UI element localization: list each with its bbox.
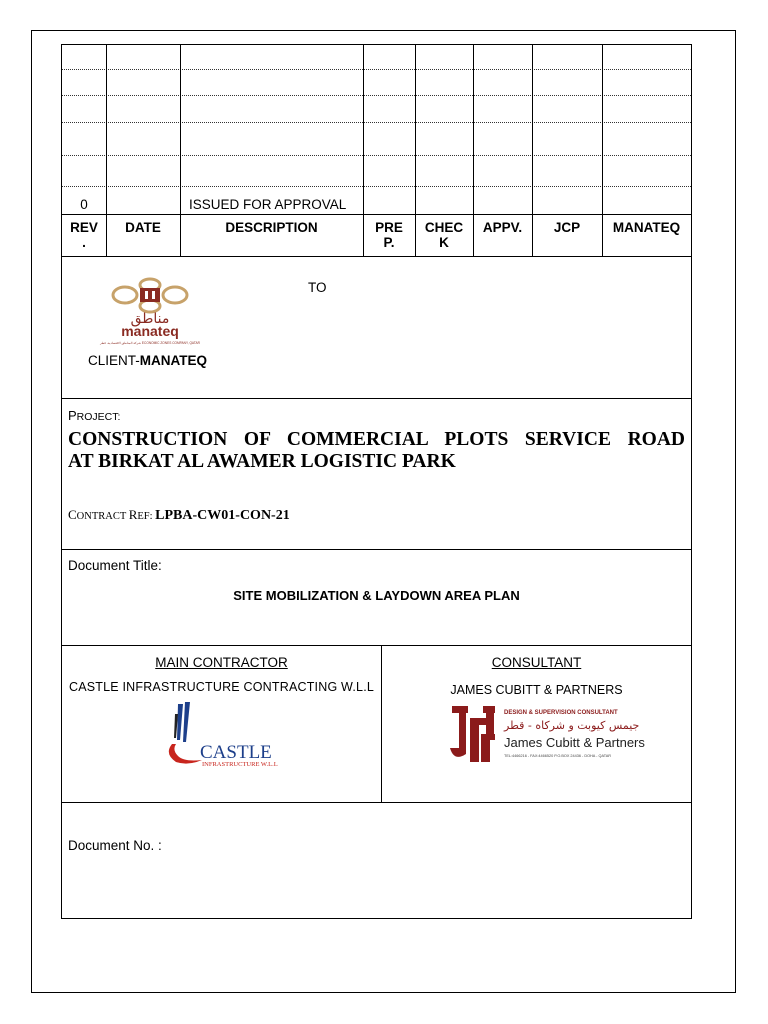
consultant-name: JAMES CUBITT & PARTNERS [450,683,623,697]
consultant-heading: CONSULTANT [491,655,582,670]
castle-logo-icon [162,700,284,770]
project-title-line1: CONSTRUCTION OF COMMERCIAL PLOTS SERVICE ROAD [68,429,685,450]
rev-cell: 0 [80,197,88,212]
svg-text:James Cubitt & Partners: James Cubitt & Partners [504,735,645,750]
project-title-line2: AT BIRKAT AL AWAMER LOGISTIC PARK [68,451,456,472]
svg-text:CASTLE: CASTLE [200,742,272,763]
prep-header-line2: P. [383,235,395,250]
prep-header [363,220,415,250]
main-contractor-name: CASTLE INFRASTRUCTURE CONTRACTING W.L.L [68,680,375,694]
date-header: DATE [125,220,161,235]
document-number-section [62,803,691,918]
manateq-emblem-icon [88,277,212,347]
castle-logo [162,700,284,770]
client-label [88,353,207,368]
rev-header [62,220,106,250]
client-name: MANATEQ [139,353,208,368]
svg-text:جيمس كيوبت و شركاه - قطر: جيمس كيوبت و شركاه - قطر [504,719,640,732]
document-number-label: Document No. : [68,838,162,853]
project-label-rest: ROJECT: [76,411,121,423]
contract-label-rest: ONTRACT [76,511,129,522]
document-title-label: Document Title: [68,558,162,573]
project-title [68,429,685,473]
project-section [62,399,691,549]
contract-label-initial: C [68,507,77,522]
description-cell: ISSUED FOR APPROVAL [189,197,347,212]
svg-text:manateq: manateq [121,323,179,339]
svg-text:INFRASTRUCTURE W.L.L: INFRASTRUCTURE W.L.L [202,761,278,768]
svg-text:TEL:4466216 - FAX:4466520 P.O.: TEL:4466216 - FAX:4466520 P.O.BOX 24436 - DOHA - QATAR [504,754,612,758]
consultant-section [382,646,691,802]
jcp-logo-icon [450,704,645,766]
document-title: SITE MOBILIZATION & LAYDOWN AREA PLAN [233,588,520,603]
james-cubitt-logo [450,704,645,766]
rev-header-line2: . [82,235,86,250]
title-sheet-frame [61,44,692,919]
to-label: TO [308,280,327,295]
svg-text:شركة المناطق الاقتصادية، قطر: شركة المناطق الاقتصادية، قطر ECONOMIC ZONES COMPANY, QATAR [100,341,200,345]
main-contractor-section [62,646,381,802]
project-label [68,407,120,425]
check-header-line2: K [439,235,449,250]
appv-header: APPV. [482,220,523,235]
description-header: DESCRIPTION [225,220,318,235]
contract-ref [68,506,290,524]
main-contractor-heading: MAIN CONTRACTOR [155,655,288,670]
manateq-logo [88,277,212,347]
check-header [415,220,473,250]
check-header-line1: CHEC [424,220,464,235]
revision-row [62,197,691,214]
jcp-header: JCP [553,220,581,235]
svg-text:مناطق: مناطق [130,311,170,327]
client-label-prefix: CLIENT- [88,353,140,368]
contract-ref-value: LPBA-CW01-CON-21 [155,508,290,523]
prep-header-line1: PRE [375,220,403,235]
document-title-section [62,550,691,645]
project-label-initial: P [68,408,77,423]
ref-label-initial: R [128,507,138,522]
svg-text:DESIGN & SUPERVISION CONSULTAN: DESIGN & SUPERVISION CONSULTANT [504,710,618,716]
rev-header-line1: REV [70,220,98,235]
client-section [62,257,691,398]
manateq-header: MANATEQ [612,220,681,235]
ref-label-rest: EF: [137,511,156,522]
